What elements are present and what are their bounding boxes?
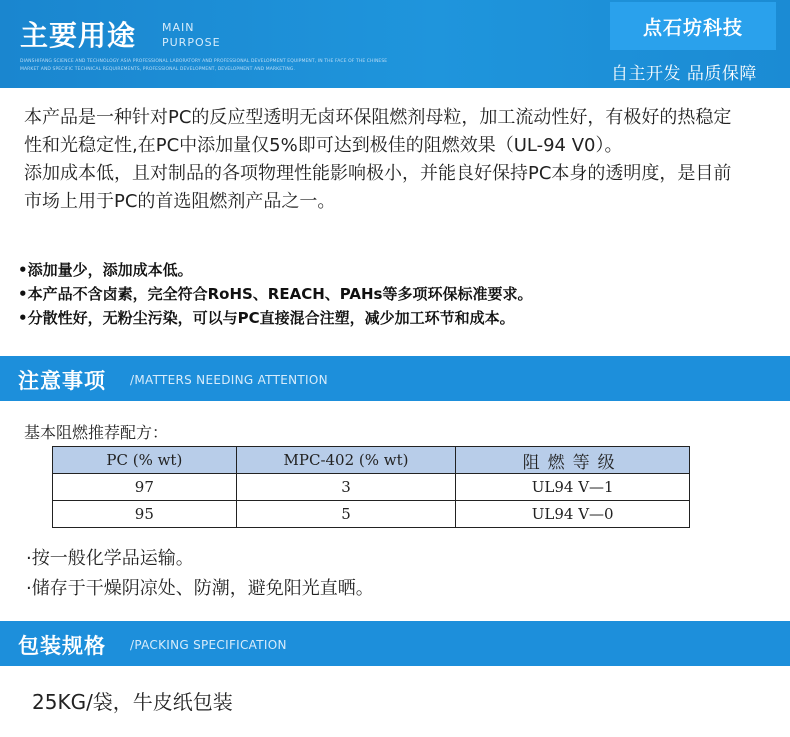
attention-section-header [0,356,790,401]
table-cell: 97 [53,474,237,501]
hero-fine-print [20,58,400,74]
packing-en-title: /PACKING SPECIFICATION [130,638,287,652]
hero-title: 主要用途 [20,19,137,52]
table-header-row [53,447,690,474]
attention-en-title: /MATTERS NEEDING ATTENTION [130,373,328,387]
table-header-mpc: MPC-402 (% wt) [236,447,456,474]
table-cell: UL94 V—0 [456,501,690,528]
feature-list [18,258,532,330]
table-row [53,501,690,528]
hero-fine-print-line1: DIANSHIFANG SCIENCE AND TECHNOLOGY ASIA PROFESSIONAL LABORATORY AND PROFESSIONAL DEVELOPMENT EQUIPMENT, IN THE FACE OF THE CHINESE [20,59,388,64]
intro-paragraph-2: 添加成本低，且对制品的各项物理性能影响极小，并能良好保持PC本身的透明度，是目前市场上用于PC的首选阻燃剂产品之一。 [24,163,732,212]
hero-en-line2: PURPOSE [162,36,221,49]
table-cell: 95 [53,501,237,528]
table-cell: 5 [236,501,456,528]
formula-table [52,446,690,528]
table-cell: 3 [236,474,456,501]
table-cell: UL94 V—1 [456,474,690,501]
intro-paragraph-1: 本产品是一种针对PC的反应型透明无卤环保阻燃剂母粒，加工流动性好，有极好的热稳定性和光稳定性,在PC中添加量仅5%即可达到极佳的阻燃效果（UL-94 V0）。 [24,107,732,156]
formula-label: 基本阻燃推荐配方： [24,423,169,442]
table-header-pc: PC (% wt) [53,447,237,474]
handling-notes [26,544,374,604]
attention-title: 注意事项 [18,369,106,393]
table-row [53,474,690,501]
packing-spec-text: 25KG/袋，牛皮纸包装 [32,690,233,714]
table-header-rating: 阻燃等级 [456,447,690,474]
hero-banner [0,0,790,88]
note-item: ·按一般化学品运输。 [26,548,194,569]
hero-fine-print-line2: MARKET AND SPECIFIC TECHNICAL REQUIREMENTS, PROFESSIONAL DEVELOPMENT, DEVELOPMENT AND MARKETING. [20,67,295,72]
feature-item: •本产品不含卤素，完全符合RoHS、REACH、PAHs等多项环保标准要求。 [18,285,533,303]
packing-title: 包装规格 [18,634,106,658]
hero-en-line1: MAIN [162,21,195,34]
brand-name-box: 点石坊科技 [610,2,776,50]
hero-en-subtitle [162,20,221,50]
product-intro [24,104,744,216]
feature-item: •分散性好，无粉尘污染，可以与PC直接混合注塑，减少加工环节和成本。 [18,309,515,327]
note-item: ·储存于干燥阴凉处、防潮，避免阳光直晒。 [26,578,374,599]
feature-item: •添加量少，添加成本低。 [18,261,193,279]
packing-section-header [0,621,790,666]
brand-slogan: 自主开发 品质保障 [611,64,757,84]
